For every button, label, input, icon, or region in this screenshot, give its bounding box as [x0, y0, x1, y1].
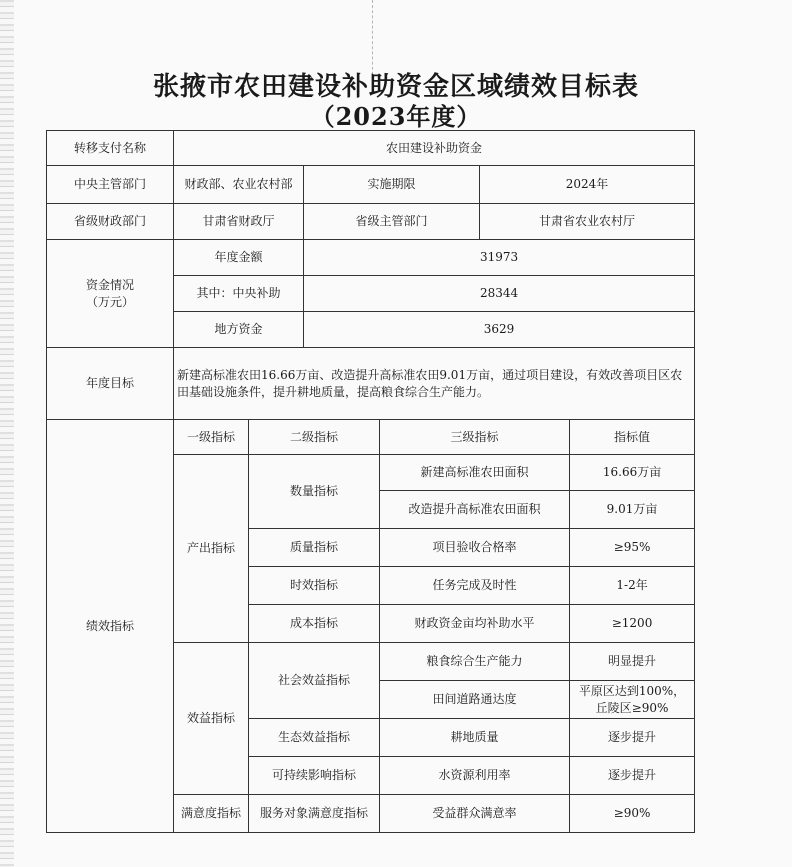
cost-value: ≥1200	[570, 605, 695, 643]
s1-value: 明显提升	[570, 643, 695, 681]
s1-name: 粮食综合生产能力	[380, 643, 570, 681]
annual-goal-label: 年度目标	[47, 348, 174, 420]
header-level2: 二级指标	[249, 420, 380, 455]
annual-amount-label: 年度金额	[174, 240, 304, 276]
q2-value: 9.01万亩	[570, 491, 695, 529]
quality-label: 质量指标	[249, 529, 380, 567]
table-row	[47, 420, 695, 455]
page-subtitle: （2023年度）	[310, 102, 482, 131]
performance-table	[46, 130, 695, 833]
funds-label: 资金情况 （万元）	[47, 240, 174, 348]
time-label: 时效指标	[249, 567, 380, 605]
eco-name: 耕地质量	[380, 719, 570, 757]
satisfaction-value: ≥90%	[570, 795, 695, 833]
transfer-value: 农田建设补助资金	[174, 131, 695, 166]
header-level1: 一级指标	[174, 420, 249, 455]
social-label: 社会效益指标	[249, 643, 380, 719]
sust-name: 水资源利用率	[380, 757, 570, 795]
annual-amount-value: 31973	[304, 240, 695, 276]
central-subsidy-value: 28344	[304, 276, 695, 312]
header-level3: 三级指标	[380, 420, 570, 455]
prov-finance-label: 省级财政部门	[47, 204, 174, 240]
local-funds-value: 3629	[304, 312, 695, 348]
cost-label: 成本指标	[249, 605, 380, 643]
central-subsidy-label: 其中：中央补助	[174, 276, 304, 312]
central-dept-value: 财政部、农业农村部	[174, 166, 304, 204]
header-value: 指标值	[570, 420, 695, 455]
prov-finance-value: 甘肃省财政厅	[174, 204, 304, 240]
perf-label: 绩效指标	[47, 420, 174, 833]
annual-goal-text: 新建高标准农田16.66万亩、改造提升高标准农田9.01万亩，通过项目建设，有效改善项目区农田基础设施条件，提升耕地质量，提高粮食综合生产能力。	[174, 348, 695, 420]
benefit-label: 效益指标	[174, 643, 249, 795]
cost-name: 财政资金亩均补助水平	[380, 605, 570, 643]
table-row	[47, 348, 695, 420]
sust-label: 可持续影响指标	[249, 757, 380, 795]
period-label: 实施期限	[304, 166, 480, 204]
eco-value: 逐步提升	[570, 719, 695, 757]
q1-name: 新建高标准农田面积	[380, 455, 570, 491]
sust-value: 逐步提升	[570, 757, 695, 795]
quantity-label: 数量指标	[249, 455, 380, 529]
quality-name: 项目验收合格率	[380, 529, 570, 567]
prov-dept-label: 省级主管部门	[304, 204, 480, 240]
transfer-label: 转移支付名称	[47, 131, 174, 166]
time-name: 任务完成及时性	[380, 567, 570, 605]
period-value: 2024年	[480, 166, 695, 204]
eco-label: 生态效益指标	[249, 719, 380, 757]
central-dept-label: 中央主管部门	[47, 166, 174, 204]
local-funds-label: 地方资金	[174, 312, 304, 348]
quality-value: ≥95%	[570, 529, 695, 567]
time-value: 1-2年	[570, 567, 695, 605]
q1-value: 16.66万亩	[570, 455, 695, 491]
prov-dept-value: 甘肃省农业农村厅	[480, 204, 695, 240]
table-row	[47, 204, 695, 240]
satisfaction-label: 满意度指标	[174, 795, 249, 833]
satisfaction-sub-label: 服务对象满意度指标	[249, 795, 380, 833]
q2-name: 改造提升高标准农田面积	[380, 491, 570, 529]
table-row	[47, 240, 695, 276]
s2-value: 平原区达到100%，丘陵区≥90%	[570, 681, 695, 719]
s2-name: 田间道路通达度	[380, 681, 570, 719]
satisfaction-name: 受益群众满意率	[380, 795, 570, 833]
table-row	[47, 166, 695, 204]
table-row	[47, 131, 695, 166]
page-title: 张掖市农田建设补助资金区域绩效目标表	[152, 72, 639, 102]
output-label: 产出指标	[174, 455, 249, 643]
